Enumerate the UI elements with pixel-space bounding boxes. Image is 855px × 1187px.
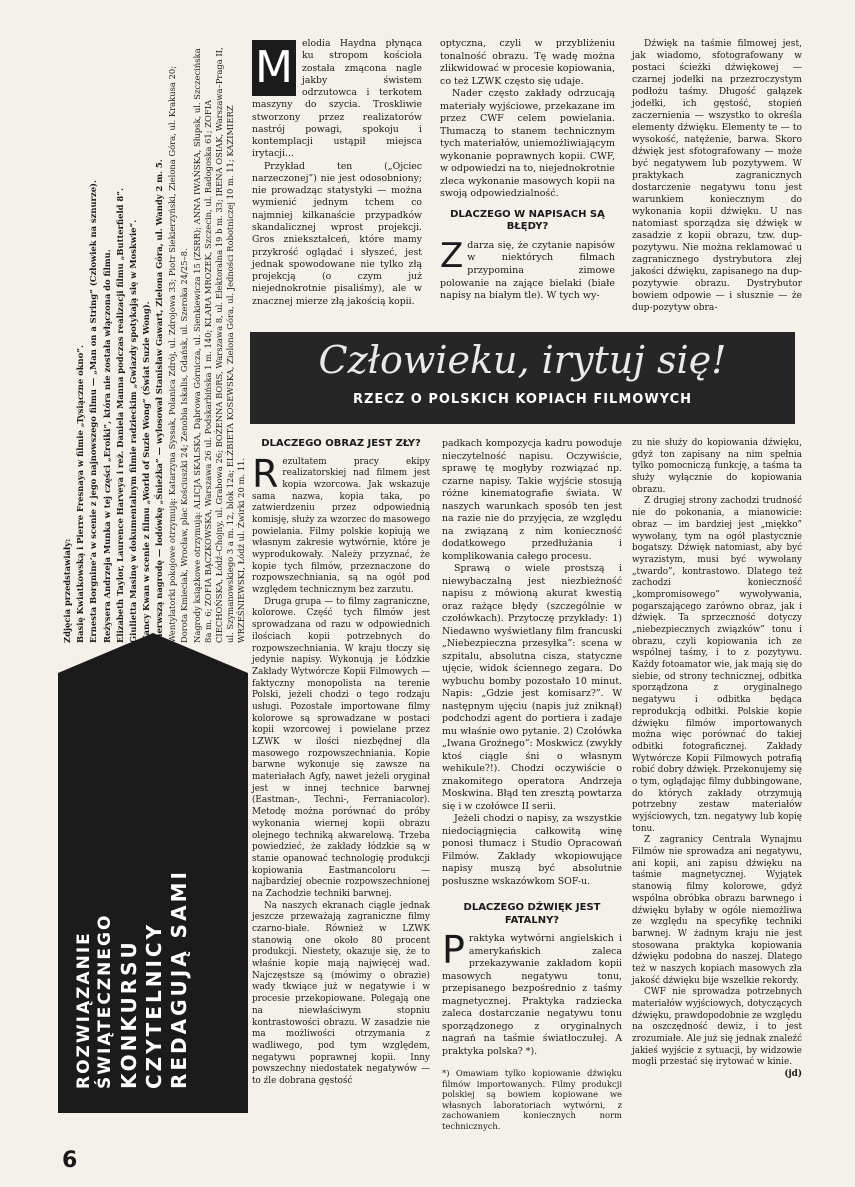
contest-title-line: ROZWIĄZANIE: [74, 931, 94, 1089]
paragraph: Z drugiej strony zachodzi trudność nie do pokonania, a mianowicie: obraz — im bardziej jest „miękko” wywołany, tym na ogół plastycznie bogatszy. Dźwięk natomiast, aby być wyrazistym, musi być wywołany „twardo”, kontrastowo. Dlatego też zachodzi konieczność „kompromisowego” wywoływania, pogarszającego zarówno obraz, jak i dźwięk. Ta sprzeczność dotyczy „niebezpiecznych związków” tonu i obrazu, czyli kopiowania ich ze wspólnej taśmy, i to z pozytywu. Każdy fotoamator wie, jak mają się do siebie, od strony technicznej, odbitka sporządzona z oryginalnego negatywu i odbitka będąca reprodukcją odbitki. Polskie kopie dźwięku filmów importowanych można więc porównać do takiej odbitki fotograficznej. Zakłady Wytwórcze Kopii Filmowych potrafią robić dobry dźwięk. Przekonujemy się o tym, oglądając filmy dubbingowane, do których zakłady otrzymują potrzebny zestaw materiałów wyjściowych, tzn. negatywy lub kopię tonu.: [632, 496, 802, 834]
intro-paragraph: elodia Haydna płynąca ku stropom kościoła została zmącona nagle jakby świstem odrzutowca i terkotem maszyny do szycia. Troskliwie stworzony przez realizatorów nastrój powagi, spokoju i kontemplacji ustąpił miejsca irytacji...: [252, 38, 422, 160]
paragraph: darza się, że czytanie napisów w niektórych filmach przypomina zimowe polowanie na zające bielaki (białe napisy na białym tle). W tych wy-: [440, 239, 615, 302]
section-heading: DLACZEGO W NAPISACH SĄ BŁĘDY?: [450, 208, 605, 233]
contest-title-line: ŚWIĄTECZNEGO: [95, 913, 116, 1089]
paragraph: optyczna, czyli w przybliżeniu tonalność obrazu. Tę wadę można zlikwidować w procesie kopiowania, co też LZWK często się udaje.: [440, 38, 615, 87]
dropcap-z: Z: [440, 235, 464, 276]
answer-line: Zdjęcia przedstawiały:: [62, 538, 72, 643]
paragraph: zu nie służy do kopiowania dźwięku, gdyż ton zapisany na nim spełnia tylko pomocniczą funkcję, a taśma ta służy wyłącznie do kopiowania obrazu.: [632, 438, 802, 495]
paragraph: raktyka wytwórni angielskich i amerykańskich zaleca przekazywanie zakładom kopii masowych negatywu tonu, przepisanego bezpośrednio z taśmy magnetycznej. Praktyka radziecka zaleca dostarczanie negatywu tonu sporządzonego z oryginalnych nagrań na taśmie światłoczułej. A praktyka polska? *).: [442, 933, 622, 1057]
article-banner: [250, 332, 795, 424]
answer-line: Elizabeth Taylor, Laurence Harveya i reż. Daniela Manna podczas realizacji filmu „Butterfield 8”.: [114, 188, 125, 643]
answer-line: Nancy Kwan w scenie z filmu „World of Suzie Wong” (Świat Suzie Wong).: [141, 301, 152, 643]
footnote: *) Omawiam tylko kopiowanie dźwięku filmów importowanych. Filmy produkcji polskiej są bowiem kopiowane we własnych laboratoriach wytwórni, z zachowaniem koniecznych norm technicznych.: [442, 1068, 622, 1131]
paragraph: CWF nie sprowadza potrzebnych materiałów wyjściowych, dotyczących dźwięku, prawdopodobnie ze względu na oszczędność dewiz, i to jest zrozumiałe. Ale już się jednak znaleźć jakieś wyjście z sytuacji, by widzowie mogli przestać się irytować w kinie.: [632, 987, 802, 1068]
main-column-1: [252, 438, 430, 1088]
paragraph: Sprawą o wiele prostszą i niewybaczalną jest niezbieżność napisu z mówioną akurat kwestią oraz rażące błędy (szczególnie w czołówkach). Przytoczę przykłady: 1) Niedawno wyświetlany film francuski „Niebezpieczna przesyłka”: scena w szpitalu, absolutna cisza, statyczne ujęcie, widok ściennego zegara. Do wybuchu bomby pozostało 10 minut. Napis: „Gdzie jest komisarz?”. W następnym ujęciu (napis już zniknął) podchodzi agent do portiera i zadaje mu właśnie owo pytanie. 2) Czołówka „Iwana Groźnego”: Moskwicz (zwykły ktoś ciągle śni o własnym wehikule?!). Chodzi oczywiście o znakomitego operatora Andrzeja Moskwina. Błąd ten zresztą powtarza się i w czołówce II serii.: [442, 563, 622, 812]
article-title: Człowieku, irytuj się!: [318, 338, 727, 382]
prize-line: Pierwszą nagrodę — lodówkę „Śnieżka” — wylosował Stanisław Gawart, Zielona Góra, ul. Wandy 2 m. 5.: [154, 159, 165, 643]
paragraph: Przykład ten („Ojciec narzeczonej”) nie jest odosobniony; nie prowadząc statystyki — można wymienić jednym tchem co najmniej kilkanaście przypadków skandalicznej wprost projekcji. Gros zniekształceń, które mamy przykrość oglądać i słyszeć, jest jednak spowodowane nie tylko złą projekcją (o czym już niejednokrotnie pisaliśmy), ale w znacznej mierze złą jakością kopii.: [252, 160, 422, 307]
section-heading: DLACZEGO OBRAZ JEST ZŁY?: [261, 438, 421, 449]
contest-title-line: KONKURSU: [116, 939, 141, 1089]
top-column-3: [632, 38, 802, 314]
paragraph: Nader często zakłady odrzucają materiały wyjściowe, przekazane im przez CWF celem powielania. Tłumaczą to stanem technicznym tych materiałów, uniemożliwiającym wykonanie poprawnych kopii. CWF, w odpowiedzi na to, niejednokrotnie zleca wykonanie masowych kopii na swoją odpowiedzialność.: [440, 88, 615, 200]
paragraph: Dźwięk na taśmie filmowej jest, jak wiadomo, sfotografowany w postaci ścieżki dźwiękowej — czarnej jodełki na przezroczystym podłożu taśmy. Długość gałązek jodełki, ich gęstość, stopień zaczernienia — wszystko to określa elementy dźwięku. Elementy te — to wysokość, natężenie, barwa. Skoro dźwięk jest sfotografowany — może być negatywem lub pozytywem. W praktykach zagranicznych dostarczenie negatywu tonu jest warunkiem koniecznym do wykonania kopii dźwięku. U nas natomiast sporządza się dźwięk w zasadzie z kopii obrazu, tzw. dup-pozytywu. Nie można reklamować u zagranicznego dystrybutora złej jakości dźwięku, zapisanego na dup-pozytywie obrazu. Dystrybutor bowiem odpowie — i słusznie — że dup-pozytyw obra-: [632, 39, 802, 313]
dropcap-m: M: [252, 40, 296, 96]
paragraph: ezultatem pracy ekipy realizatorskiej nad filmem jest kopia wzorcowa. Jak wskazuje sama nazwa, kopia taka, po zatwierdzeniu przez odpowiednią komisję, służy za wzorzec do masowego powielania. Filmy polskie kopiują we własnym zakresie wytwórnie, które je wyprodukowały. Należy przyznać, że kopie tych filmów, przeznaczone do rozpowszechniania, są na ogół pod względem technicznym bez zarzutu.: [252, 456, 430, 596]
answer-line: Giulietta Masinę w dokumentalnym filmie radzieckim „Gwiazdy spotykają się w Moskwie”.: [127, 219, 138, 643]
paragraph: Z zagranicy Centrala Wynajmu Filmów nie sprowadza ani negatywu, ani kopii, ani zapisu dźwięku na taśmie magnetycznej. Wyjątek stanowią filmy kolorowe, gdyż wspólna obróbka obrazu barwnego i dźwięku byłaby w ogóle niemożliwa ze względu na specyfikę techniki barwnej. W żadnym kraju nie jest stosowana praktyka kopiowania dźwięku podobna do naszej. Dlatego też w naszych kopiach masowych zła jakość dźwięku bije wszelkie rekordy.: [632, 835, 802, 986]
paragraph: Druga grupa — to filmy zagraniczne, kolorowe. Część tych filmów jest sprowadzana od razu w odpowiednich ilościach kopii potrzebnych do rozpowszechniania. W kraju tłoczy się jedynie napisy. Wykonują je Łódzkie Zakłady Wytwórcze Kopii Filmowych — faktyczny monopolista na terenie Polski, jeżeli chodzi o tego rodzaju usługi. Pozostałe importowane filmy kolorowe są sprowadzane w postaci kopii wzorcowej i powielane przez LZWK w ilości niezbędnej dla masowego rozpowszechniania. Kopie barwne wykonuje się zawsze na materiałach Agfy, nawet jeżeli oryginał jest w innej technice barwnej (Eastman-, Techni-, Ferraniacolor). Metodę można porównać do próby wykonania wiernej kopii obrazu olejnego techniką akwarelową. Trzeba powiedzieć, że zakłady łódzkie są w stanie opanować technologię produkcji kopiowania Eastmancoloru — najbardziej obecnie rozpowszechnionej na Zachodzie techniki barwnej.: [252, 596, 430, 899]
answer-line: Basię Kwiatkowską i Pierre Fresnaya w filmie „Tysiączne okno”.: [75, 345, 86, 643]
answer-line: Ernesta Borgnine’a w scenie z jego najnowszego filmu — „Man on a String” (Człowiek na sznurze).: [88, 180, 99, 643]
dropcap-p: P: [442, 928, 465, 972]
paragraph: padkach kompozycja kadru powoduje nieczytelność napisu. Oczywiście, sprawę tę mogłyby rozwiązać np. czarne napisy. Takie wyjście stosują różne kinematografie świata. W naszych warunkach sposób ten jest na razie nie do przyjęcia, ze względu na związaną z nim konieczność dodatkowego przedłużania i komplikowania całego procesu.: [442, 438, 622, 562]
paragraph: Jeżeli chodzi o napisy, za wszystkie niedociągnięcia całkowitą winę ponosi tłumacz i Studio Opracowań Filmów. Zakłady wkopiowujące napisy muszą być absolutnie posłuszne wskazówkom SOF-u.: [442, 813, 622, 887]
contest-title-box: [58, 673, 248, 1113]
contest-results-strip: [58, 38, 248, 1113]
contest-title-line: CZYTELNICY: [141, 921, 166, 1089]
article-subtitle: RZECZ O POLSKICH KOPIACH FILMOWYCH: [352, 392, 693, 407]
author-signature: (jd): [784, 1069, 802, 1080]
top-column-2: [440, 38, 615, 303]
main-column-2: [442, 438, 622, 1131]
top-column-1: [252, 38, 422, 308]
contest-title-line: REDAGUJĄ SAMI: [166, 869, 191, 1089]
page-number: 6: [62, 1148, 78, 1173]
section-heading: DLACZEGO DŹWIĘK JEST FATALNY?: [463, 902, 601, 926]
prize-line: Nagrody książkowe otrzymują: ALICJA SKALSKA, Dąbrowa Górnicza, ul. Sienkiewicza 15 (ZSRR); ANNA IWAŃSKA, Słupsk, ul. Szczecińska 8a m. 6; ZOFIA BĄCZKOWSKA, Warszawa 26 ul. Podskarbińska 1 m. 140; KLARA MROZEK, Szczecin, ul. Radogoska 61; ZOFIA CIECHOŃSKA, Łódź–Chojny, ul. Grabowa 26; BOŻENNA BORS, Warszawa 8, ul. Elektoralna 19 b m. 33; IRENA OSIAK, Warszawa–Praga II, ul. Szymanowskiego 3 a m. 12, blok 12a; ELŻBIETA KOSEWSKA, Zielona Góra, ul. Jedności Robotniczej 10 m. 11; KAZIMIERZ WRZEŚNIEWSKI, Łódź ul. Żwirki 20 m. 11.: [191, 47, 247, 643]
prize-line: Wentylatorki pokojowe otrzymują: Katarzyna Syssak, Polanica Zdrój, ul. Zdrojowa 33; Piotr Siekierzyński, Zielona Góra, ul. Krakusa 20; Dorota Kmieciak, Wrocław, plac Kościuszki 24; Zenobia Iskalis, Gdańsk, ul. Szeroka 24/25–8.: [167, 65, 189, 643]
paragraph: Na naszych ekranach ciągle jednak jeszcze przeważają zagraniczne filmy czarno-białe. Również w LZWK stanowią one około 80 procent produkcji. Niestety, okazuje się, że to właśnie kopie mają najwięcej wad. Najczęstsze są (mówimy o obrazie) wady tkwiące już w negatywie i w procesie przekopiowane. Polegają one na niewłaściwym stopniu kontrastowości obrazu. W zasadzie nie ma możliwości otrzymania z wadliwego, pod tym względem, negatywu poprawnej kopii. Inny powszechny niedostatek negatywów — to źle dobrana gęstość: [252, 900, 430, 1086]
main-column-3: [632, 438, 802, 1081]
contest-answers-text: [62, 43, 248, 643]
dropcap-r: R: [252, 451, 279, 496]
answer-line: Reżysera Andrzeja Munka w tej części „Eroiki”, która nie została włączona do filmu.: [101, 249, 112, 643]
